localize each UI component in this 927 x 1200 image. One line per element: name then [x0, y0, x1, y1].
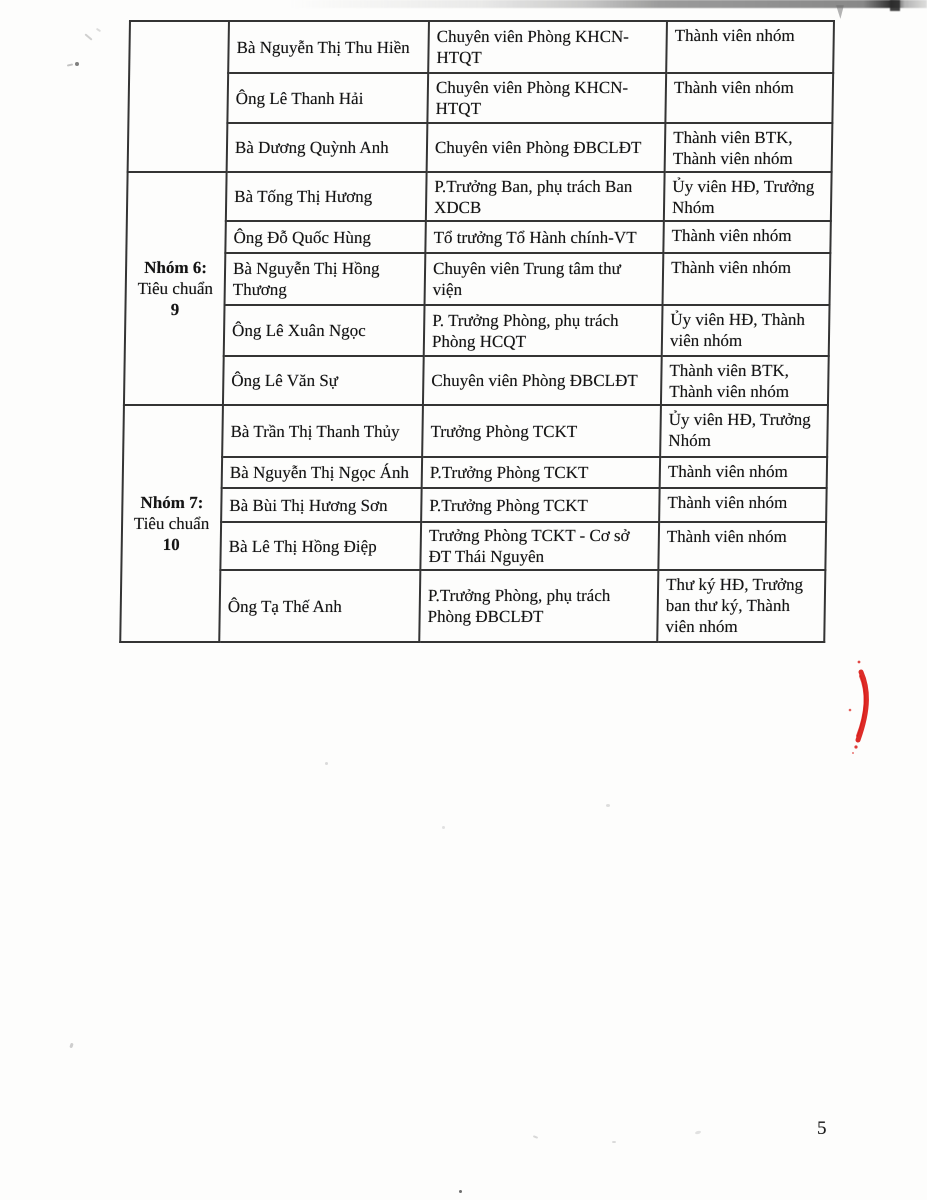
- name-cell: Ông Lê Thanh Hải: [227, 73, 428, 123]
- name-cell: Bà Tống Thị Hương: [226, 172, 427, 221]
- committee-members-table: [119, 20, 835, 643]
- name-cell: Bà Nguyễn Thị Hồng Thương: [225, 253, 426, 305]
- position-cell: Chuyên viên Phòng ĐBCLĐT: [427, 123, 666, 172]
- scan-speck: [84, 33, 92, 40]
- name-cell: Bà Trần Thị Thanh Thủy: [222, 405, 423, 457]
- name-cell: Bà Nguyễn Thị Ngọc Ánh: [222, 457, 422, 488]
- position-cell: P. Trưởng Phòng, phụ trách Phòng HCQT: [424, 305, 663, 356]
- table-row: [122, 488, 827, 522]
- table-row: [127, 172, 832, 221]
- role-cell: Thành viên nhóm: [663, 253, 831, 305]
- page-number: 5: [817, 1118, 827, 1139]
- scan-speck: [96, 28, 101, 33]
- scan-speck: [459, 1190, 462, 1193]
- role-cell: Thành viên nhóm: [658, 522, 826, 570]
- group-label-cell: [120, 405, 223, 642]
- group-title: Nhóm 6:: [144, 258, 208, 277]
- position-cell: P.Trưởng Phòng TCKT: [421, 488, 660, 522]
- criterion-label: Tiêu chuẩn: [133, 514, 210, 533]
- role-cell: Thành viên BTK, Thành viên nhóm: [661, 356, 829, 405]
- table-row: [125, 305, 830, 356]
- role-cell: Thành viên nhóm: [665, 73, 833, 123]
- scan-speck: [612, 1141, 616, 1143]
- name-cell: Ông Đỗ Quốc Hùng: [225, 221, 426, 253]
- name-cell: Bà Dương Quỳnh Anh: [227, 123, 428, 172]
- scan-speck: [69, 1043, 73, 1049]
- position-cell: Trưởng Phòng TCKT - Cơ sở ĐT Thái Nguyên: [420, 522, 659, 570]
- role-cell: Thư ký HĐ, Trưởng ban thư ký, Thành viên nhóm: [657, 570, 825, 642]
- role-cell: Thành viên nhóm: [659, 488, 827, 522]
- table-row: [126, 221, 831, 253]
- scan-speck: [67, 63, 73, 66]
- name-cell: Bà Nguyễn Thị Thu Hiền: [228, 21, 429, 73]
- position-cell: P.Trưởng Phòng, phụ trách Phòng ĐBCLĐT: [419, 570, 658, 642]
- scan-artifact-dark-tip: [836, 5, 844, 19]
- table-row: [128, 123, 833, 172]
- criterion-label: Tiêu chuẩn: [137, 279, 214, 298]
- role-cell: Thành viên BTK, Thành viên nhóm: [665, 123, 833, 172]
- scan-speck: [695, 1130, 702, 1134]
- role-cell: Thành viên nhóm: [666, 21, 834, 73]
- role-cell: Thành viên nhóm: [663, 221, 831, 253]
- table-row: [129, 21, 834, 73]
- name-cell: Ông Lê Văn Sự: [223, 356, 424, 405]
- position-cell: P.Trưởng Phòng TCKT: [422, 457, 660, 488]
- scan-artifact-top-band: [290, 0, 927, 8]
- scan-speck: [325, 762, 328, 765]
- scan-speck: [606, 804, 610, 807]
- table: [119, 20, 835, 643]
- position-cell: Chuyên viên Phòng KHCN-HTQT: [427, 73, 666, 123]
- scan-speck: [75, 62, 79, 66]
- position-cell: Chuyên viên Phòng KHCN-HTQT: [428, 21, 667, 73]
- name-cell: Ông Lê Xuân Ngọc: [224, 305, 425, 356]
- criterion-number: 9: [170, 300, 180, 319]
- name-cell: Bà Lê Thị Hồng Điệp: [220, 522, 421, 570]
- role-cell: Thành viên nhóm: [660, 457, 827, 488]
- role-cell: Ủy viên HĐ, Thành viên nhóm: [662, 305, 830, 356]
- table-row: [123, 457, 827, 488]
- table-row: [124, 356, 829, 405]
- position-cell: Trưởng Phòng TCKT: [422, 405, 661, 457]
- name-cell: Ông Tạ Thế Anh: [219, 570, 420, 642]
- group-title: Nhóm 7:: [140, 493, 204, 512]
- position-cell: Tổ trưởng Tổ Hành chính-VT: [425, 221, 664, 253]
- table-row: [126, 253, 831, 305]
- scan-speck: [533, 1135, 538, 1139]
- table-row: [123, 405, 828, 457]
- position-cell: Chuyên viên Trung tâm thư viện: [425, 253, 664, 305]
- scan-speck: [442, 826, 445, 829]
- role-cell: Ủy viên HĐ, Trưởng Nhóm: [664, 172, 832, 221]
- group-label-cell: [124, 172, 227, 405]
- name-cell: Bà Bùi Thị Hương Sơn: [221, 488, 422, 522]
- criterion-number: 10: [162, 535, 180, 554]
- table-row: [121, 522, 826, 570]
- table-row: [128, 73, 833, 123]
- position-cell: Chuyên viên Phòng ĐBCLĐT: [423, 356, 662, 405]
- table-row: [120, 570, 825, 642]
- position-cell: P.Trưởng Ban, phụ trách Ban XDCB: [426, 172, 665, 221]
- group-label-cell: [128, 21, 229, 172]
- red-pen-stroke: [846, 650, 878, 758]
- scan-artifact-dark-corner: [890, 0, 900, 11]
- role-cell: Ủy viên HĐ, Trưởng Nhóm: [660, 405, 828, 457]
